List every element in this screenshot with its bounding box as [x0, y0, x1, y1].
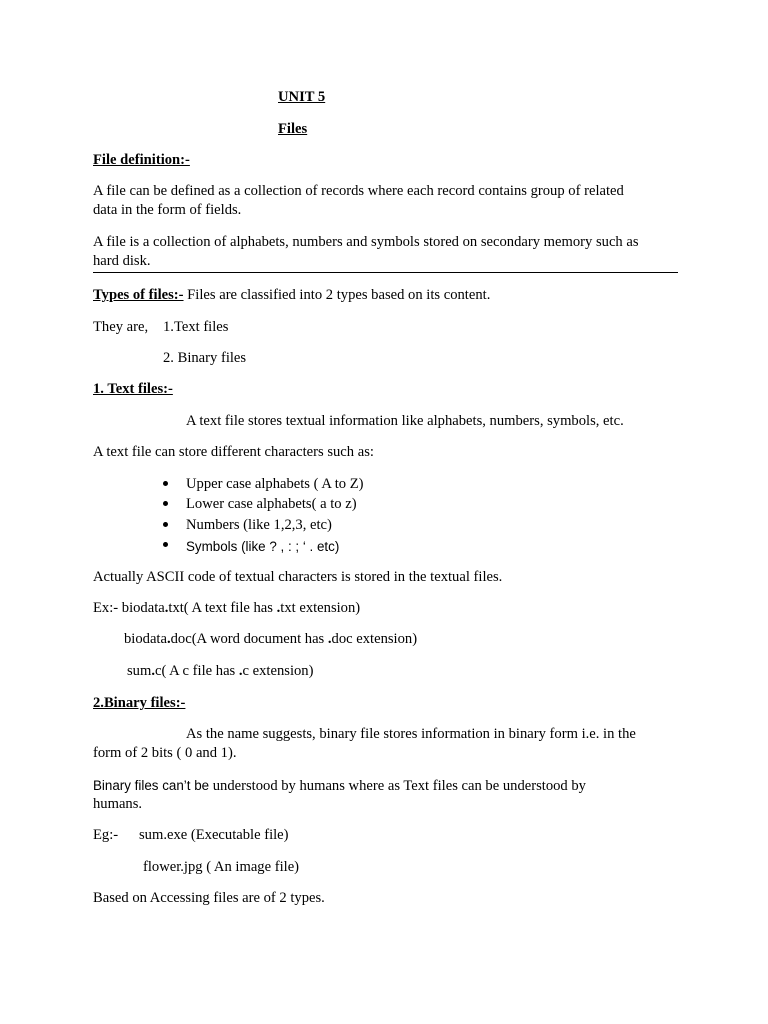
example-text: c extension)	[242, 663, 314, 679]
bullet-icon	[163, 542, 168, 547]
horizontal-rule	[93, 272, 678, 273]
bullet-item: Lower case alphabets( a to z)	[186, 496, 357, 512]
example-text: doc extension)	[331, 631, 418, 647]
definition-para2-line2: hard disk.	[93, 253, 151, 269]
example-text: Ex:- biodata	[93, 600, 165, 616]
unit-title: UNIT 5	[278, 89, 326, 105]
example-text: c( A c file has	[154, 663, 239, 679]
example-dot: .	[238, 663, 243, 679]
example-dot: .	[164, 600, 169, 616]
types-intro: Files are classified into 2 types based on its content.	[183, 287, 491, 303]
bullet-item: Upper case alphabets ( A to Z)	[186, 476, 364, 492]
types-paragraph	[93, 286, 490, 305]
binary-note-sans: Binary files can’t be	[93, 778, 210, 793]
text-files-can-store: A text file can store different characters such as:	[93, 444, 374, 460]
bullet-icon	[163, 522, 168, 527]
example-dot: .	[327, 631, 332, 647]
types-they-are: They are,	[93, 319, 149, 335]
example-text: doc(A word document has	[170, 631, 328, 647]
binary-note-line1	[93, 776, 586, 796]
binary-desc-line1: As the name suggests, binary file stores information in binary form i.e. in the	[186, 726, 636, 742]
text-files-heading: 1. Text files:-	[93, 381, 173, 397]
eg-label: Eg:-	[93, 827, 119, 843]
types-heading: Types of files:-	[93, 287, 184, 303]
bullet-icon	[163, 501, 168, 506]
bullet-item: Numbers (like 1,2,3, etc)	[186, 517, 332, 533]
binary-note-rest: understood by humans where as Text files can be understood by	[209, 778, 586, 794]
bullet-item: Symbols (like ? , : ; ‘ . etc)	[186, 539, 340, 554]
example-dot: .	[276, 600, 281, 616]
example-dot: .	[151, 663, 155, 679]
binary-note-line2: humans.	[93, 796, 143, 812]
ascii-note: Actually ASCII code of textual characters is stored in the textual files.	[93, 569, 503, 585]
binary-files-heading: 2.Binary files:-	[93, 695, 186, 711]
accessing-note: Based on Accessing files are of 2 types.	[93, 890, 325, 906]
example-text: sum	[127, 663, 152, 679]
eg-item: flower.jpg ( An image file)	[143, 859, 300, 875]
definition-para2-line1: A file is a collection of alphabets, numbers and symbols stored on secondary memory such as	[93, 234, 639, 250]
example-dot: .	[166, 631, 171, 647]
definition-para1-line1: A file can be defined as a collection of records where each record contains group of related	[93, 183, 624, 199]
example-text: txt( A text file has	[168, 600, 277, 616]
types-item-2: 2. Binary files	[163, 350, 247, 366]
example-text: txt extension)	[280, 600, 361, 616]
types-item-1: 1.Text files	[163, 319, 229, 335]
topic-title: Files	[278, 121, 308, 137]
definition-heading: File definition:-	[93, 152, 190, 168]
bullet-icon	[163, 481, 168, 486]
binary-desc-line2: form of 2 bits ( 0 and 1).	[93, 745, 237, 761]
example-line	[127, 662, 313, 681]
text-files-desc: A text file stores textual information like alphabets, numbers, symbols, etc.	[186, 413, 624, 429]
eg-item: sum.exe (Executable file)	[139, 827, 289, 843]
definition-para1-line2: data in the form of fields.	[93, 202, 242, 218]
example-line	[124, 630, 417, 649]
example-text: biodata	[124, 631, 167, 647]
example-line	[93, 599, 360, 618]
